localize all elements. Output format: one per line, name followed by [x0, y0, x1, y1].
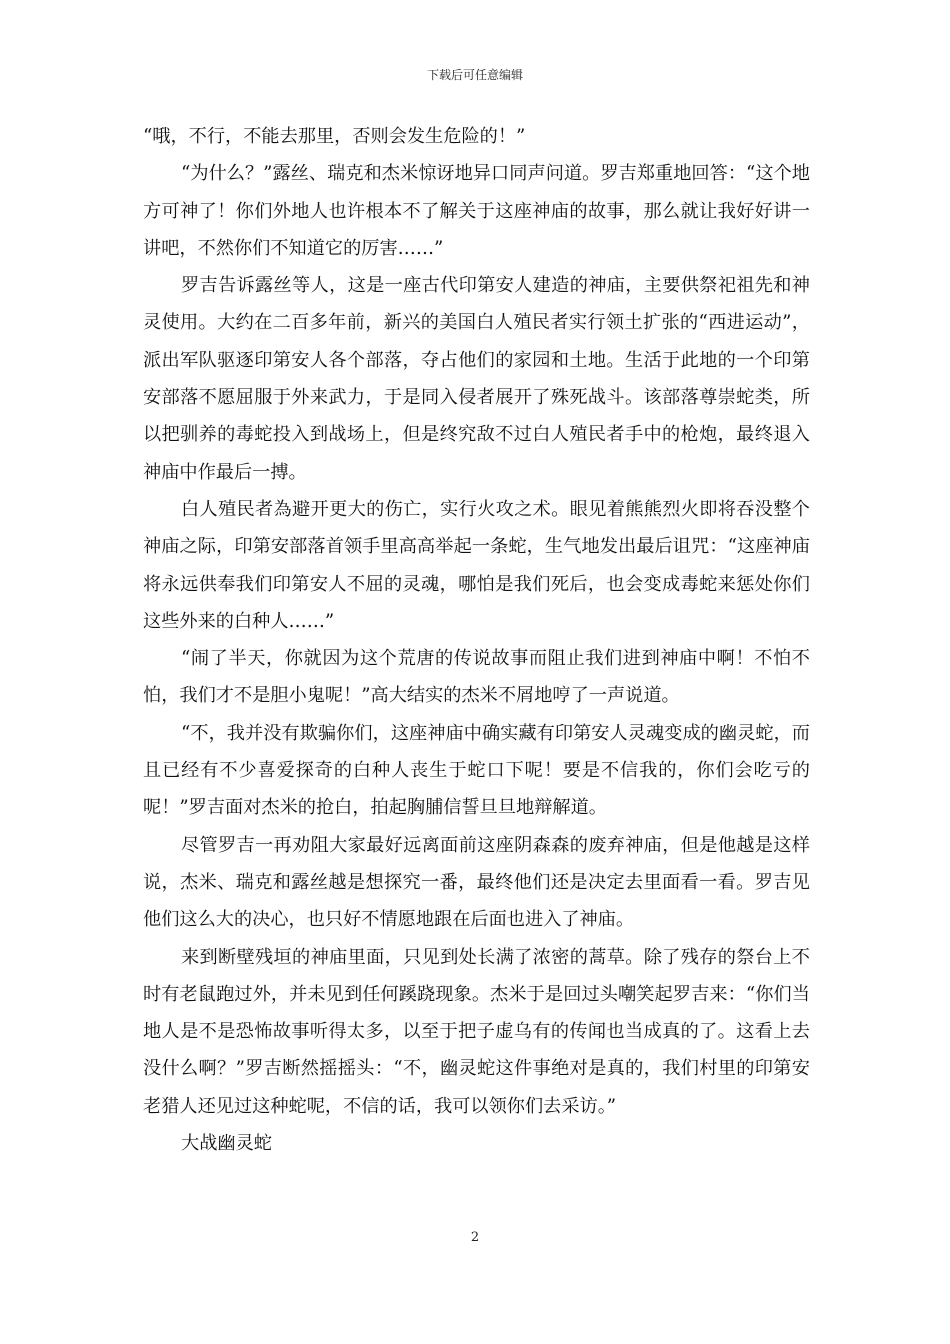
paragraph-6: “不，我并没有欺骗你们，这座神庙中确实藏有印第安人灵魂变成的幽灵蛇，而且已经有不少喜爱探奇的白种人丧生于蛇口下呢！要是不信我的，你们会吃亏的呢！”罗吉面对杰米的抢白，拍起胸脯信誓旦旦地辩解道。	[143, 722, 810, 819]
paragraph-7: 尽管罗吉一再劝阻大家最好远离面前这座阴森森的废弃神庙，但是他越是这样说，杰米、瑞克和露丝越是想探究一番，最终他们还是决定去里面看一看。罗吉见他们这么大的决心，也只好不情愿地跟在后面也进入了神庙。	[143, 834, 810, 931]
paragraph-4: 白人殖民者為避开更大的伤亡，实行火攻之术。眼见着熊熊烈火即将吞没整个神庙之际，印第安部落首领手里高高举起一条蛇，生气地发出最后诅咒：“这座神庙将永远供奉我们印第安人不屈的灵魂，哪怕是我们死后，也会变成毒蛇来惩处你们这些外来的白种人……”	[143, 498, 810, 632]
section-heading: 大战幽灵蛇	[181, 1133, 272, 1155]
page-number: 2	[470, 1230, 480, 1245]
paragraph-1: “哦，不行，不能去那里，否则会发生危险的！”	[143, 126, 526, 147]
page-header: 下载后可任意编辑	[426, 68, 523, 82]
paragraph-2: “为什么？”露丝、瑞克和杰米惊讶地异口同声问道。罗吉郑重地回答：“这个地方可神了！你们外地人也许根本不了解关于这座神庙的故事，那么就让我好好讲一讲吧，不然你们不知道它的厉害……”	[143, 163, 810, 259]
paragraph-8: 来到断壁残垣的神庙里面，只见到处长满了浓密的蒿草。除了残存的祭台上不时有老鼠跑过外，并未见到任何蹊跷现象。杰米于是回过头嘲笑起罗吉来：“你们当地人是不是恐怖故事听得太多，以至于把子虚乌有的传闻也当成真的了。这看上去没什么啊？”罗吉断然摇摇头：“不，幽灵蛇这件事绝对是真的，我们村里的印第安老猎人还见过这种蛇呢，不信的话，我可以领你们去采访。”	[143, 946, 810, 1117]
paragraph-5: “闹了半天，你就因为这个荒唐的传说故事而阻止我们进到神庙中啊！不怕不怕，我们才不是胆小鬼呢！”高大结实的杰米不屑地哼了一声说道。	[143, 648, 810, 707]
document-body	[143, 118, 810, 1162]
paragraph-3: 罗吉告诉露丝等人，这是一座古代印第安人建造的神庙，主要供祭祀祖先和神灵使用。大约在二百多年前，新兴的美国白人殖民者实行领土扩张的“西进运动”，派出军队驱逐印第安人各个部落，夺占他们的家园和土地。生活于此地的一个印第安部落不愿屈服于外来武力，于是同入侵者展开了殊死战斗。该部落尊崇蛇类，所以把驯养的毒蛇投入到战场上，但是终究敌不过白人殖民者手中的枪炮，最终退入神庙中作最后一搏。	[143, 275, 810, 483]
